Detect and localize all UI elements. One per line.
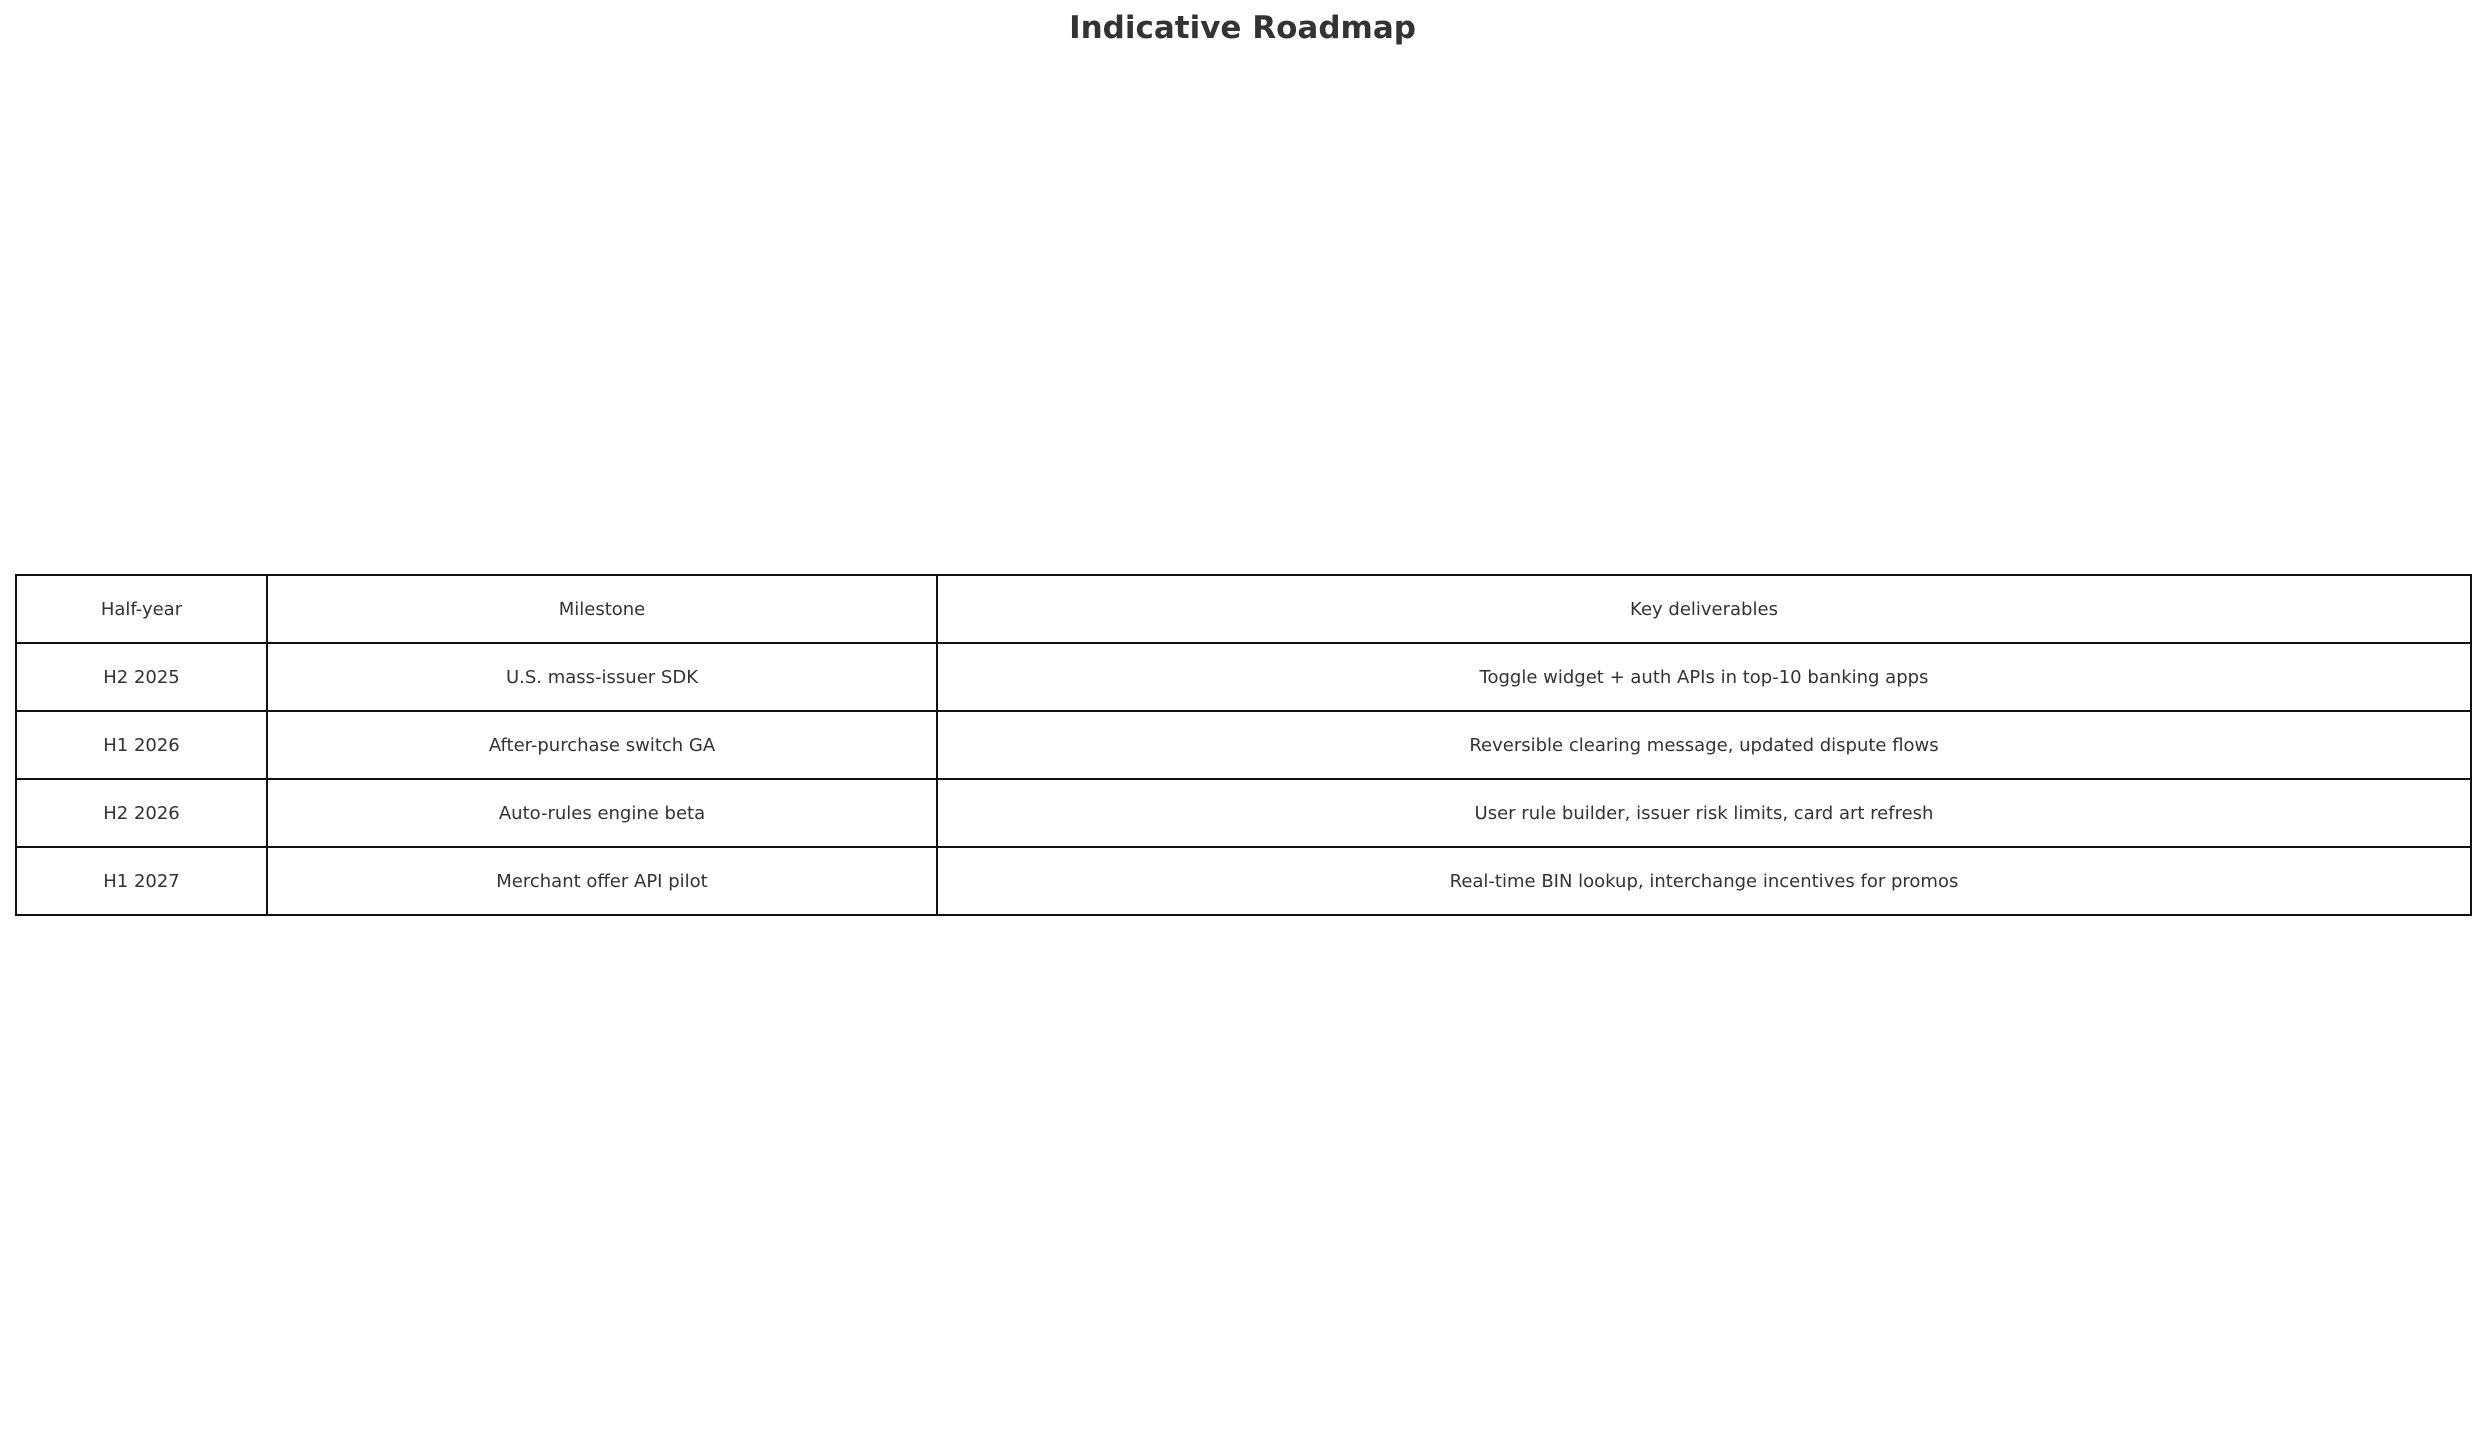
cell-half-year: H2 2026 [16,779,267,847]
table-row [16,643,2471,711]
cell-half-year: H2 2025 [16,643,267,711]
column-header-key-deliverables: Key deliverables [937,575,2471,643]
chart-title: Indicative Roadmap [1069,10,1416,46]
cell-key-deliverables: User rule builder, issuer risk limits, card art refresh [937,779,2471,847]
column-header-milestone: Milestone [267,575,937,643]
table-row [16,847,2471,915]
table-header-row [16,575,2471,643]
cell-key-deliverables: Real-time BIN lookup, interchange incentives for promos [937,847,2471,915]
roadmap-table [15,574,2472,916]
table-row [16,779,2471,847]
table-row [16,711,2471,779]
cell-milestone: Auto-rules engine beta [267,779,937,847]
cell-key-deliverables: Toggle widget + auth APIs in top-10 banking apps [937,643,2471,711]
cell-milestone: Merchant offer API pilot [267,847,937,915]
cell-milestone: After-purchase switch GA [267,711,937,779]
cell-key-deliverables: Reversible clearing message, updated dispute flows [937,711,2471,779]
cell-milestone: U.S. mass-issuer SDK [267,643,937,711]
column-header-half-year: Half-year [16,575,267,643]
cell-half-year: H1 2026 [16,711,267,779]
cell-half-year: H1 2027 [16,847,267,915]
